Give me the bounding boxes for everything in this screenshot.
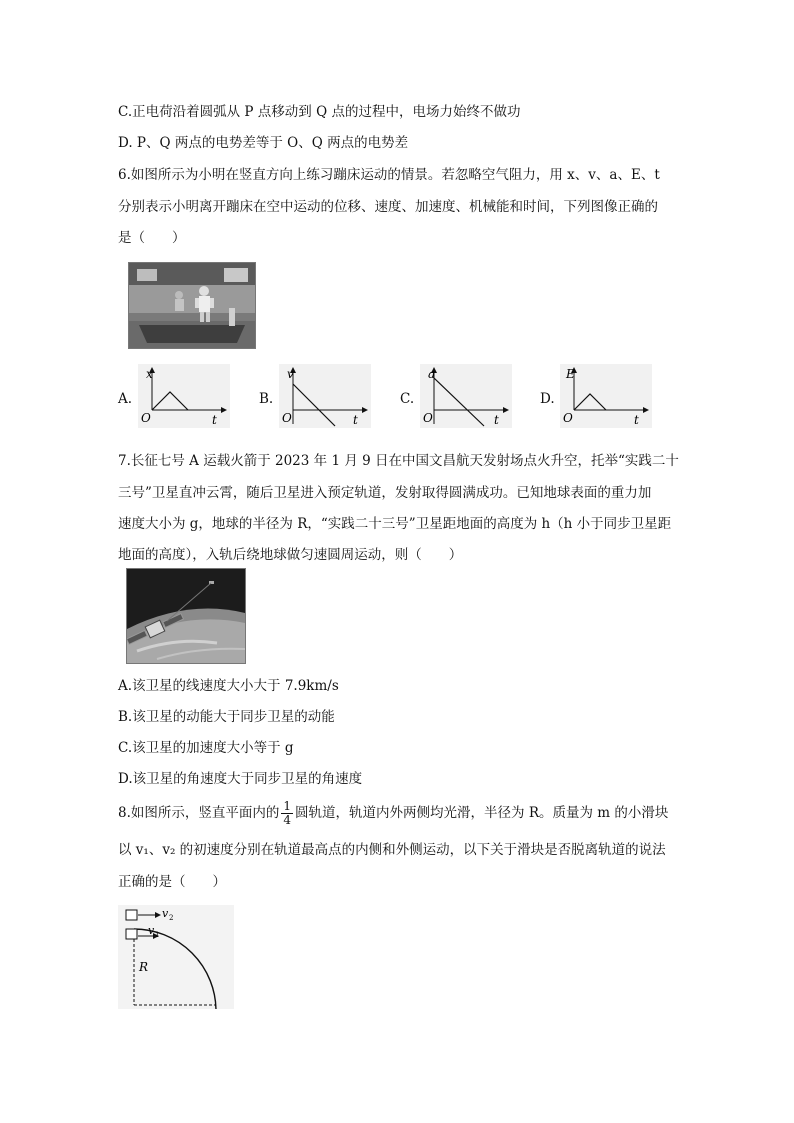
- radius-label: R: [139, 960, 149, 974]
- graph-b-ylabel: v: [287, 367, 294, 381]
- quarter-circle-track-figure: [118, 905, 234, 1009]
- q5-option-c: C.正电荷沿着圆弧从 P 点移动到 Q 点的过程中，电场力始终不做功: [118, 104, 521, 120]
- q6-option-d-label: D.: [540, 391, 555, 407]
- graph-c-origin: O: [423, 411, 433, 425]
- q7-stem-line3: 速度大小为 g，地球的半径为 R，“实践二十三号”卫星距地面的高度为 h（h 小于同步卫星距: [118, 516, 672, 532]
- q6-stem-line2: 分别表示小明离开蹦床在空中运动的位移、速度、加速度、机械能和时间，下列图像正确的: [118, 199, 658, 215]
- graph-b-xlabel: t: [353, 413, 358, 427]
- q8-stem-suffix: 圆轨道，轨道内外两侧均光滑，半径为 R。质量为 m 的小滑块: [295, 805, 669, 821]
- q6-option-b-label: B.: [259, 391, 274, 407]
- quarter-fraction: [281, 800, 293, 827]
- q8-stem-line2: 以 v₁、v₂ 的初速度分别在轨道最高点的内侧和外侧运动，以下关于滑块是否脱离轨道的说法: [118, 842, 666, 858]
- graph-b-origin: O: [282, 411, 292, 425]
- graph-a-xlabel: t: [212, 413, 217, 427]
- fraction-denominator: 4: [283, 813, 292, 827]
- q6-stem-line3: 是（ ）: [118, 230, 186, 246]
- q6-stem-line1: 6.如图所示为小明在竖直方向上练习蹦床运动的情景。若忽略空气阻力，用 x、v、a、E、t: [118, 167, 660, 183]
- fraction-numerator: 1: [283, 799, 292, 813]
- graph-a-ylabel: x: [146, 367, 153, 381]
- q8-stem-prefix: 8.如图所示，竖直平面内的: [118, 805, 280, 821]
- q6-graph-a: [138, 364, 230, 428]
- graph-c-xlabel: t: [494, 413, 499, 427]
- q7-option-c: C.该卫星的加速度大小等于 g: [118, 740, 294, 756]
- q6-graph-c: [420, 364, 512, 428]
- q8-stem-line3: 正确的是（ ）: [118, 874, 226, 890]
- q7-option-b: B.该卫星的动能大于同步卫星的动能: [118, 709, 335, 725]
- graph-a-origin: O: [141, 411, 151, 425]
- v2-label: v: [162, 907, 169, 920]
- trampoline-photo: [128, 262, 256, 349]
- satellite-photo: [126, 568, 246, 664]
- v1-label: v: [148, 924, 155, 937]
- graph-c-ylabel: a: [428, 367, 436, 381]
- q6-graph-d: [560, 364, 652, 428]
- q6-option-a-label: A.: [118, 391, 133, 407]
- v2-subscript: 2: [169, 914, 174, 922]
- graph-d-ylabel: E: [566, 367, 575, 381]
- graph-d-origin: O: [563, 411, 573, 425]
- q7-stem-line2: 三号”卫星直冲云霄，随后卫星进入预定轨道，发射取得圆满成功。已知地球表面的重力加: [118, 485, 652, 501]
- graph-d-xlabel: t: [634, 413, 639, 427]
- q6-graph-b: [279, 364, 371, 428]
- v1-subscript: 1: [155, 931, 160, 939]
- q7-option-d: D.该卫星的角速度大于同步卫星的角速度: [118, 771, 363, 787]
- q7-stem-line4: 地面的高度），入轨后绕地球做匀速圆周运动，则（ ）: [118, 547, 463, 563]
- q6-option-c-label: C.: [400, 391, 415, 407]
- q5-option-d: D. P、Q 两点的电势差等于 O、Q 两点的电势差: [118, 135, 409, 151]
- q8-stem-line1: [118, 800, 668, 827]
- q7-stem-line1: 7.长征七号 A 运载火箭于 2023 年 1 月 9 日在中国文昌航天发射场点火升空，托举“实践二十: [118, 453, 679, 469]
- q7-option-a: A.该卫星的线速度大小大于 7.9km/s: [118, 678, 339, 694]
